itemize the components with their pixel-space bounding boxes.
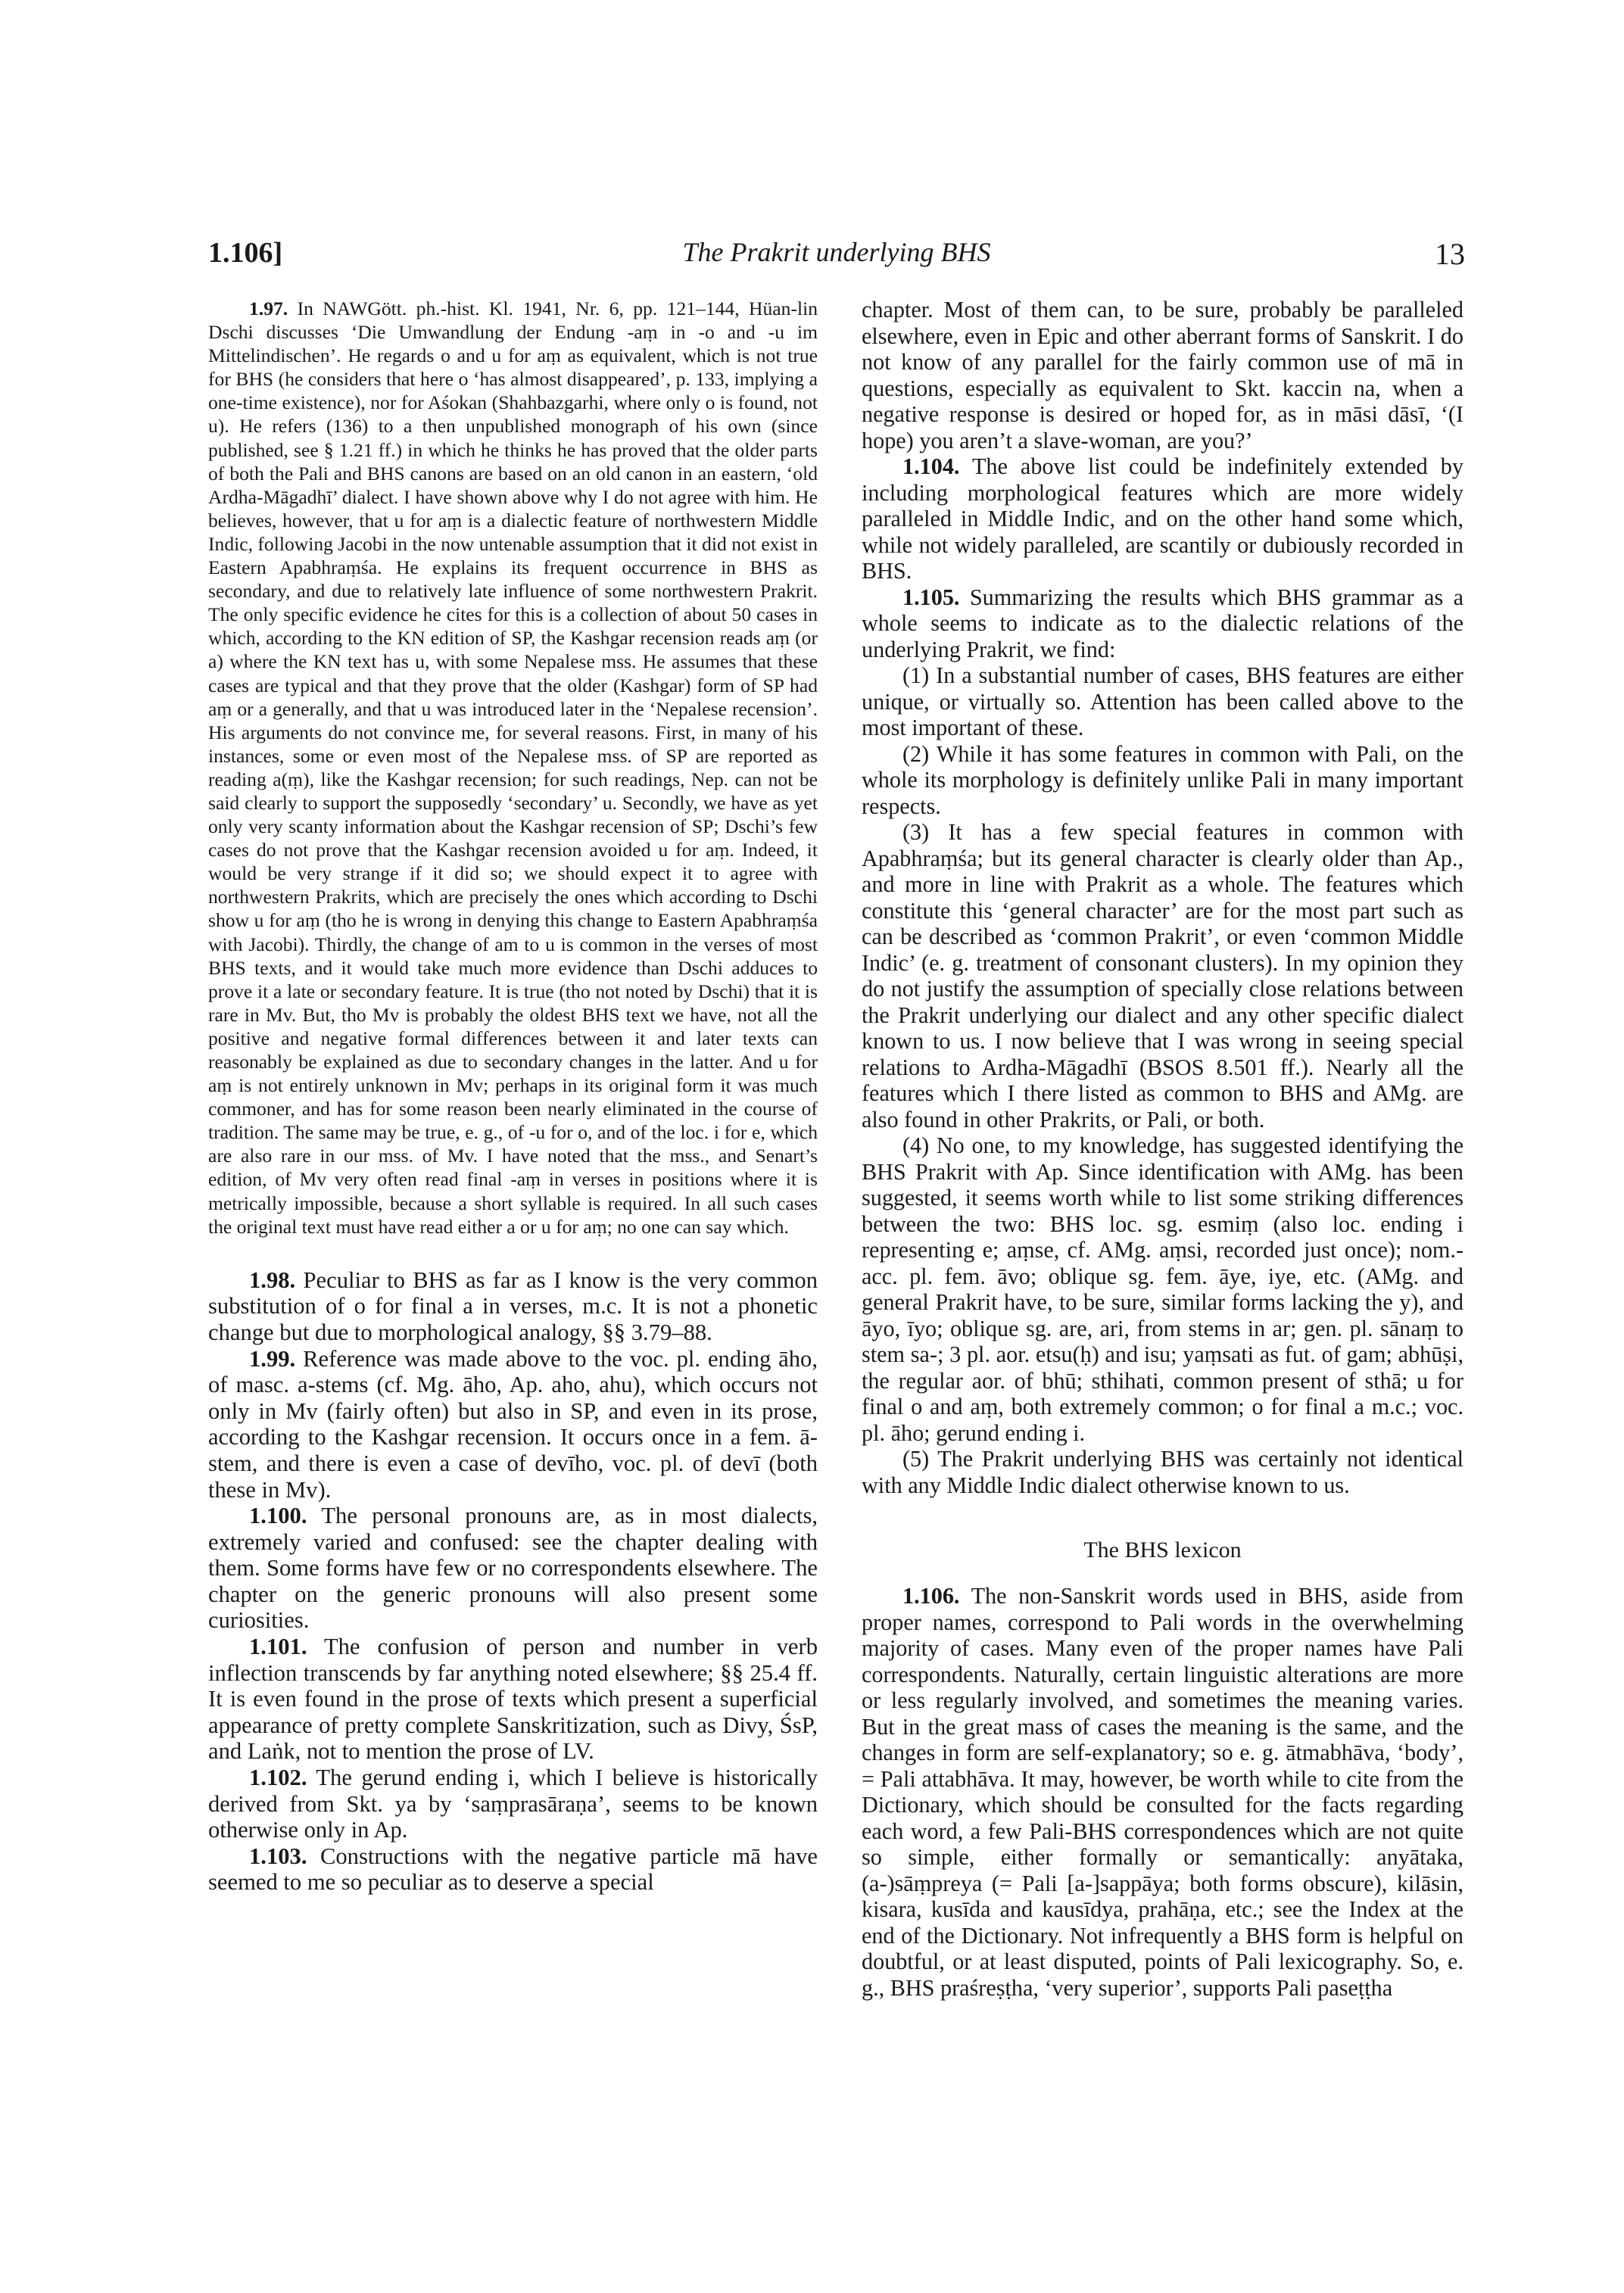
- paragraph-number: 1.97.: [249, 298, 288, 319]
- section-heading: The BHS lexicon: [1083, 1537, 1242, 1562]
- paragraph-number: 1.101.: [249, 1634, 307, 1660]
- paragraph-text: Constructions with the negative particle mā have seemed to me so peculiar as to deserve a special: [208, 1843, 818, 1896]
- list-item-2: (2) While it has some features in common with Pali, on the whole its morphology is definitely unlike Pali in many important respects.: [862, 740, 1463, 819]
- paragraph-1-102: [208, 1765, 818, 1843]
- paragraph-text: The personal pronouns are, as in most dialects, extremely varied and confused: see the chapter dealing with them. Some forms have few or no correspondents elsewhere. The chapter on the generic pronouns will also present some curiosities.: [208, 1503, 818, 1634]
- paragraph-number: 1.98.: [249, 1266, 296, 1293]
- paragraph-1-103-continued: chapter. Most of them can, to be sure, probably be paralleled elsewhere, even in Epic and other aberrant forms of Sanskrit. I do not know of any parallel for the fairly common use of mā in questions, especially as equivalent to Skt. kaccin na, when a negative response is desired or hoped for, as in māsi dāsī, ‘(I hope) you aren’t a slave-woman, are you?’: [862, 297, 1463, 453]
- paragraph-text: The non-Sanskrit words used in BHS, aside from proper names, correspond to Pali words in the overwhelming majority of cases. Many even of the proper names have Pali correspondents. Naturally, certain linguistic alterations are more or less regularly involved, and sometimes the meaning varies. But in the great mass of cases the meaning is the same, and the changes in form are self-explanatory; so e. g. ātmabhāva, ‘body’, = Pali attabhāva. It may, however, be worth while to cite from the Dictionary, which should be consulted for the facts regarding each word, a few Pali-BHS correspondences which are not quite so simple, either formally or semantically: anyātaka, (a-)sāṃpreya (= Pali [a-]sappāya; both forms obscure), kilāsin, kisara, kusīda and kausīdya, prahāṇa, etc.; see the Index at the end of the Dictionary. Not infrequently a BHS form is helpful on doubtful, or at least disputed, points of Pali lexicography. So, e. g., BHS praśreṣṭha, ‘very superior’, supports Pali paseṭṭha: [862, 1583, 1463, 2001]
- paragraph-number: 1.105.: [902, 584, 960, 610]
- list-item-1: (1) In a substantial number of cases, BHS features are either unique, or virtually so. Attention has been called above to the most important of these.: [862, 662, 1463, 740]
- paragraph-1-103: [208, 1843, 818, 1896]
- paragraph-1-101: [208, 1634, 818, 1765]
- paragraph-text: In NAWGött. ph.-hist. Kl. 1941, Nr. 6, pp. 121–144, Hüan-lin Dschi discusses ‘Die Umwandlung der Endung -aṃ in -o and -u im Mittelindischen’. He regards o and u for aṃ as equivalent, which is not true for BHS (he considers that here o ‘has almost disappeared’, p. 133, implying a one-time existence), nor for Aśokan (Shahbazgarhi, where only o is found, not u). He refers (136) to a then unpublished monograph of his own (since published, see § 1.21 ff.) in which he thinks he has proved that the older parts of both the Pali and BHS canons are based on an old canon in an eastern, ‘old Ardha-Māgadhī’ dialect. I have shown above why I do not agree with him. He believes, however, that u for aṃ is a dialectic feature of northwestern Middle Indic, following Jacobi in the now untenable assumption that it did not exist in Eastern Apabhraṃśa. He explains its frequent occurrence in BHS as secondary, and due to relatively late influence of some northwestern Prakrit. The only specific evidence he cites for this is a collection of about 50 cases in which, according to the KN edition of SP, the Kashgar recension reads aṃ (or a) where the KN text has u, with some Nepalese mss. He assumes that these cases are typical and that they prove that the older (Kashgar) form of SP had aṃ or a generally, and that u was introduced later in the ‘Nepalese recension’. His arguments do not convince me, for several reasons. First, in many of his instances, some or even most of the Nepalese mss. of SP are reported as reading a(ṃ), like the Kashgar recension; for such readings, Nep. can not be said clearly to support the supposedly ‘secondary’ u. Secondly, we have as yet only very scanty information about the Kashgar recension of SP; Dschi’s few cases do not prove that the Kashgar recension avoided u for aṃ. Indeed, it would be very strange if it did so; we should expect it to agree with northwestern Prakrits, which are precisely the ones which according to Dschi show u for aṃ (tho he is wrong in denying this change to Eastern Apabhraṃśa with Jacobi). Thirdly, the change of am to u is common in the verses of most BHS texts, and it would take much more evidence than Dschi adduces to prove it a late or secondary feature. It is true (tho not noted by Dschi) that it is rare in Mv. But, tho Mv is probably the oldest BHS text we have, not all the positive and negative formal differences between it and later texts can reasonably be explained as due to secondary changes in the latter. And u for aṃ is not entirely unknown in Mv; perhaps in its original form it was much commoner, and has for some reason been nearly eliminated in the course of tradition. The same may be true, e. g., of -u for o, and of the loc. i for e, which are also rare in our mss. of Mv. I have noted that the mss., and Senart’s edition, of Mv very often read final -aṃ in verses in positions where it is metrically impossible, because a short syllable is required. In all such cases the original text must have read either a or u for aṃ; no one can say which.: [208, 298, 818, 1238]
- paragraph-text: Reference was made above to the voc. pl. ending āho, of masc. a-stems (cf. Mg. āho, Ap. aho, ahu), which occurs not only in Mv (fairly often) but also in SP, and even in its prose, according to the Kashgar recension. It occurs once in a fem. ā-stem, and there is even a case of devīho, voc. pl. of devī (both these in Mv).: [208, 1345, 818, 1503]
- list-item-3: (3) It has a few special features in common with Apabhraṃśa; but its general character is clearly older than Ap., and more in line with Prakrit as a whole. The features which constitute this ‘general character’ are for the most part such as can be described as ‘common Prakrit’, or even ‘common Middle Indic’ (e. g. treatment of consonant clusters). In my opinion they do not justify the assumption of specially close relations between the Prakrit underlying our dialect and any other specific dialect known to us. I now believe that I was wrong in seeing special relations to Ardha-Māgadhī (BSOS 8.501 ff.). Nearly all the features which I there listed as common to BHS and AMg. are also found in other Prakrits, or Pali, or both.: [862, 819, 1463, 1132]
- paragraph-number: 1.102.: [249, 1765, 307, 1791]
- left-column: [208, 297, 818, 1896]
- paragraph-number: 1.99.: [249, 1345, 296, 1372]
- paragraph-text: The above list could be indefinitely extended by including morphological features which are more widely paralleled in Middle Indic, and on the other hand some which, while not widely paralleled, are scantily or dubiously recorded in BHS.: [862, 453, 1463, 584]
- list-item-5: (5) The Prakrit underlying BHS was certainly not identical with any Middle Indic dialect otherwise known to us.: [862, 1446, 1463, 1498]
- paragraph-1-98: [208, 1267, 818, 1346]
- paragraph-number: 1.100.: [249, 1503, 307, 1529]
- paragraph-1-97: [208, 297, 818, 1238]
- right-column: [862, 297, 1463, 2001]
- paragraph-1-104: [862, 453, 1463, 584]
- paragraph-text: Peculiar to BHS as far as I know is the very common substitution of o for final a in verses, m.c. It is not a phonetic change but due to morphological analogy, §§ 3.79–88.: [208, 1266, 818, 1345]
- paragraph-1-100: [208, 1503, 818, 1634]
- paragraph-number: 1.104.: [902, 453, 960, 479]
- running-title: The Prakrit underlying BHS: [682, 237, 991, 267]
- paragraph-number: 1.103.: [249, 1843, 307, 1869]
- paragraph-number: 1.106.: [902, 1583, 960, 1609]
- paragraph-1-99: [208, 1346, 818, 1503]
- running-header: [208, 236, 1465, 282]
- paragraph-text: The gerund ending i, which I believe is historically derived from Skt. ya by ‘saṃprasāraṇa’, seems to be known otherwise only in Ap.: [208, 1765, 818, 1843]
- section-reference: 1.106]: [208, 237, 283, 269]
- paragraph-1-105: [862, 584, 1463, 663]
- paragraph-text: Summarizing the results which BHS grammar as a whole seems to indicate as to the dialectic relations of the underlying Prakrit, we find:: [862, 584, 1464, 662]
- paragraph-1-106: [862, 1583, 1463, 2001]
- page-number: 13: [1435, 237, 1465, 271]
- paragraph-text: The confusion of person and number in verb inflection transcends by far anything noted elsewhere; §§ 25.4 ff. It is even found in the prose of texts which present a superficial appearance of pretty complete Sanskritization, such as Divy, ŚsP, and Laṅk, not to mention the prose of LV.: [208, 1634, 818, 1765]
- list-item-4: (4) No one, to my knowledge, has suggested identifying the BHS Prakrit with Ap. Since identification with AMg. has been suggested, it seems worth while to list some striking differences between the two: BHS loc. sg. esmiṃ (also loc. ending i representing e; aṃse, cf. AMg. aṃsi, recorded just once); nom.-acc. pl. fem. āvo; oblique sg. fem. āye, iye, etc. (AMg. and general Prakrit have, to be sure, similar forms lacking the y), and āyo, īyo; oblique sg. are, ari, from stems in ar; gen. pl. sānaṃ to stem sa-; 3 pl. aor. etsu(ḥ) and isu; yaṃsati as fut. of gam; abhūṣi, the regular aor. of bhū; sthihati, common present of sthā; u for final o and aṃ, both extremely common; o for final a m.c.; voc. pl. āho; gerund ending i.: [862, 1132, 1463, 1446]
